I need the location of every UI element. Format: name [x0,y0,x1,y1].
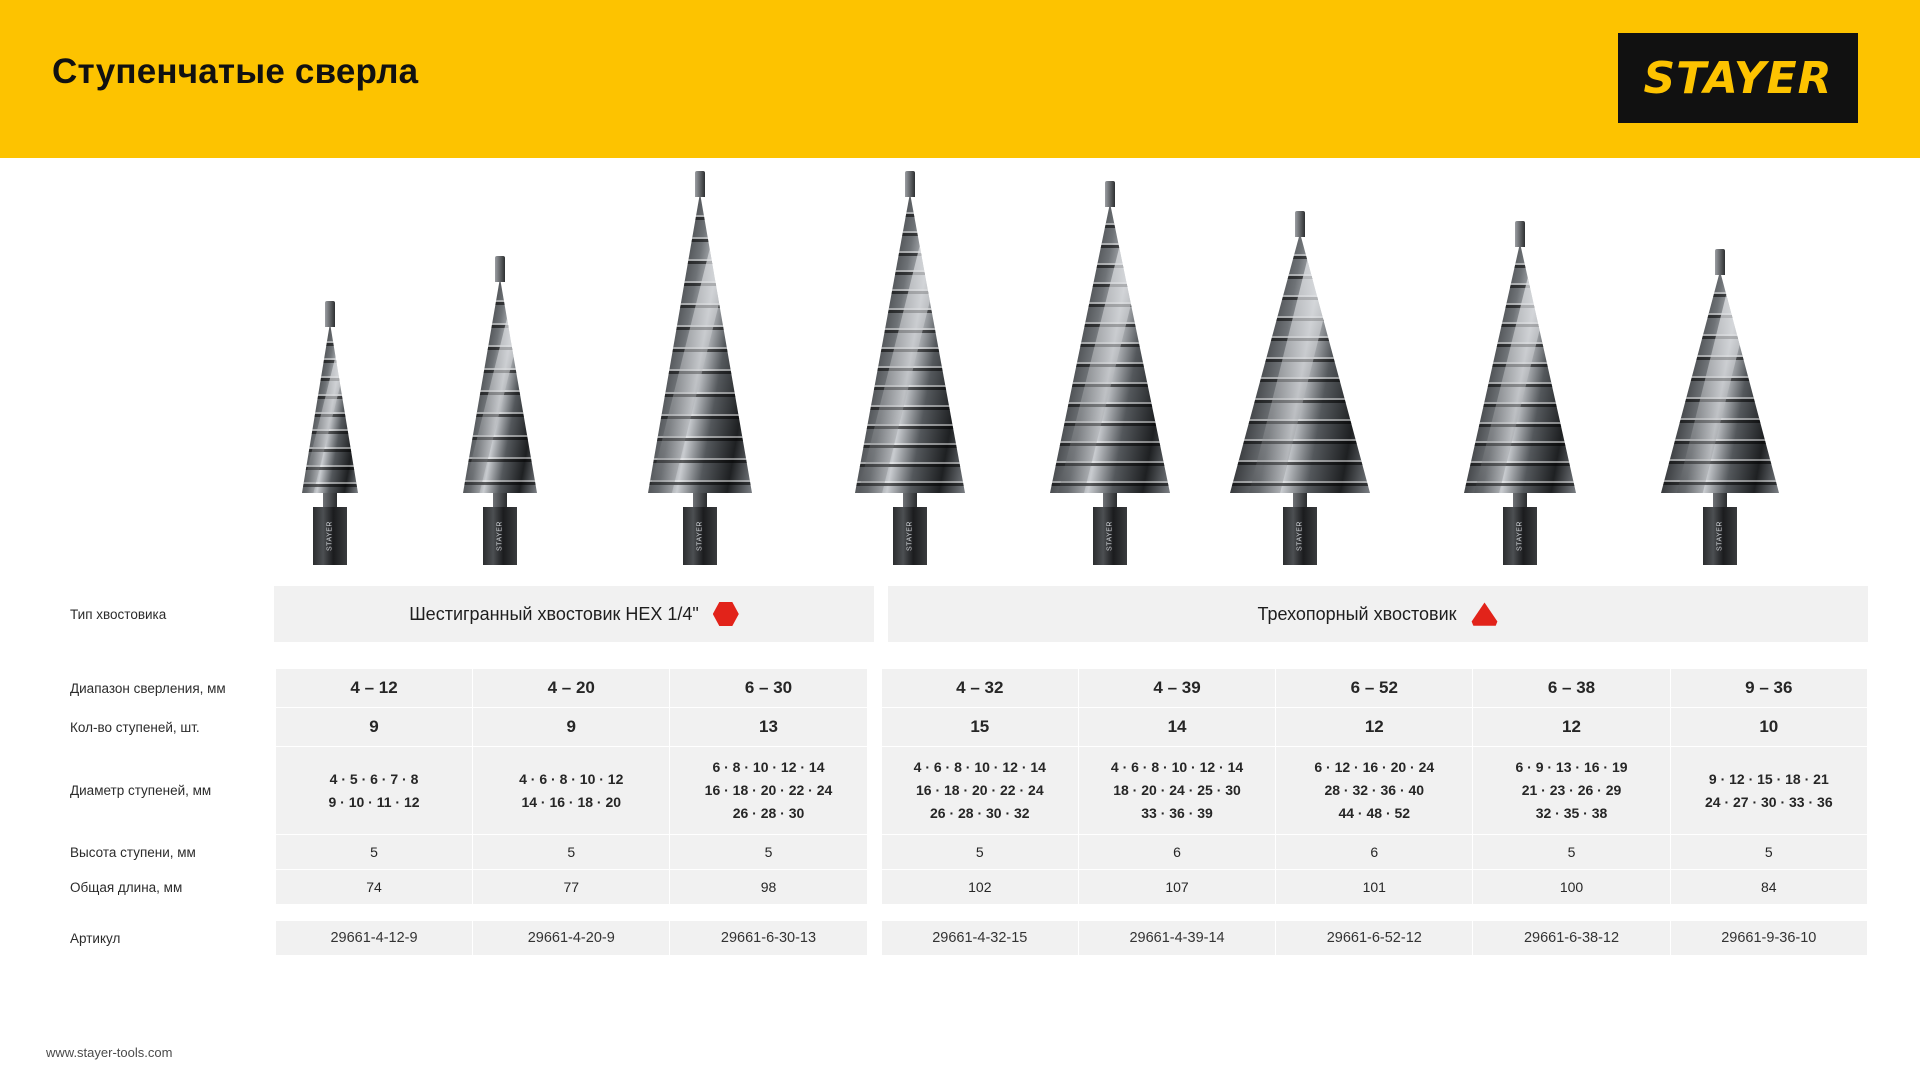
shank-type-row [52,586,1868,642]
drill-shank [1703,507,1737,565]
shank-brand-label: STAYER [696,521,704,551]
drill-tip [1715,249,1725,275]
cell-article: 29661-6-30-13 [670,921,867,956]
group-gap [867,870,881,905]
step-drill-4-32 [855,193,965,565]
cell-step-diameters: 4 · 6 · 8 · 10 · 12 14 · 16 · 18 · 20 [473,747,670,835]
step-drill-6-52 [1230,233,1370,565]
drill-cone [1050,203,1170,493]
spacer-cell [52,905,275,921]
drill-neck [1513,493,1527,507]
shank-brand-label: STAYER [1716,521,1724,551]
cell-step-height: 5 [275,835,472,870]
step-drill-9-36 [1661,271,1779,565]
cell-step-diameters: 4 · 5 · 6 · 7 · 8 9 · 10 · 11 · 12 [275,747,472,835]
cone-flute [858,193,957,493]
cone-step-shadow [1230,276,1370,279]
cone-step-shadow [302,360,358,363]
drill-shank [1093,507,1127,565]
step-drill-4-12 [302,323,358,565]
drill-neck [1293,493,1307,507]
cell-step-diameters: 6 · 8 · 10 · 12 · 14 16 · 18 · 20 · 22 · 24 26 · 28 · 30 [670,747,867,835]
cone-step-shadow [1661,441,1779,444]
cone-steps [855,193,965,493]
table-row [52,708,1868,747]
row-label-article: Артикул [52,921,275,956]
drill-shank [893,507,927,565]
spacer-cell [275,905,472,921]
cone-step-shadow [302,431,358,434]
group-gap [867,747,881,835]
group-gap [867,708,881,747]
cell-range: 4 – 20 [473,669,670,708]
spacer-cell [881,905,1078,921]
table-row [52,921,1868,956]
cone-step-shadow [1661,461,1779,464]
cell-range: 6 – 52 [1276,669,1473,708]
step-drill-6-30 [648,193,752,565]
cell-total-length: 107 [1078,870,1275,905]
shank-brand-label: STAYER [1296,521,1304,551]
cone-step-shadow [648,217,752,220]
cone-step-shadow [855,214,965,217]
row-label-range: Диапазон сверления, мм [52,669,275,708]
page-title: Ступенчатые сверла [52,52,419,91]
group-gap [867,835,881,870]
cone-step-shadow [855,253,965,256]
cell-article: 29661-4-39-14 [1078,921,1275,956]
brand-logo [1618,33,1858,123]
cone-step-shadow [463,437,537,440]
brand-logo-text: STAYER [1643,52,1833,104]
drill-cone [1464,243,1576,493]
cone-step-shadow [855,272,965,275]
drill-neck [903,493,917,507]
drill-neck [493,493,507,507]
cell-step-diameters: 4 · 6 · 8 · 10 · 12 · 14 16 · 18 · 20 · 22 · 24 26 · 28 · 30 · 32 [881,747,1078,835]
step-drill-4-39 [1050,203,1170,565]
drill-cone [855,193,965,493]
shank-brand-label: STAYER [1516,521,1524,551]
drill-tip [1105,181,1115,207]
specs-table [52,668,1868,956]
cell-range: 4 – 12 [275,669,472,708]
cell-step-height: 5 [881,835,1078,870]
spacer-cell [1078,905,1275,921]
table-row [52,870,1868,905]
tri-shank-group-header [888,586,1868,642]
cone-step-shadow [855,407,965,410]
table-row [52,669,1868,708]
cell-article: 29661-6-38-12 [1473,921,1670,956]
cell-step-height: 5 [1473,835,1670,870]
cell-step-height: 5 [1670,835,1867,870]
spacer-cell [670,905,867,921]
drill-cone [1661,271,1779,493]
cone-step-shadow [648,261,752,264]
cone-steps [463,278,537,493]
spacer-cell [1276,905,1473,921]
cone-step-shadow [1230,421,1370,424]
table-spacer-row [52,905,1868,921]
drill-cone [1230,233,1370,493]
shank-brand-label: STAYER [1106,521,1114,551]
cone-steps [302,323,358,493]
cell-step-height: 6 [1276,835,1473,870]
cone-steps [1230,233,1370,493]
cone-step-shadow [463,325,537,328]
cone-step-shadow [1230,441,1370,444]
cell-steps-count: 9 [275,708,472,747]
drill-tip [325,301,335,327]
drill-cone [463,278,537,493]
cell-article: 29661-4-12-9 [275,921,472,956]
cell-range: 4 – 32 [881,669,1078,708]
cell-step-height: 5 [473,835,670,870]
drill-shank [313,507,347,565]
table-row [52,835,1868,870]
row-label-steps-count: Кол-во ступеней, шт. [52,708,275,747]
drill-neck [1103,493,1117,507]
cell-step-diameters: 6 · 12 · 16 · 20 · 24 28 · 32 · 36 · 40 44 · 48 · 52 [1276,747,1473,835]
cone-step-shadow [1464,443,1576,446]
cone-step-shadow [1050,423,1170,426]
shank-brand-label: STAYER [906,521,914,551]
product-image-row [0,158,1920,573]
drill-shank [683,507,717,565]
cell-article: 29661-4-32-15 [881,921,1078,956]
cell-total-length: 74 [275,870,472,905]
cell-range: 4 – 39 [1078,669,1275,708]
cone-flute [1474,243,1561,493]
drill-cone [302,323,358,493]
cone-step-shadow [302,343,358,346]
spacer-cell [1473,905,1670,921]
cell-steps-count: 12 [1473,708,1670,747]
cell-step-height: 5 [670,835,867,870]
cell-range: 9 – 36 [1670,669,1867,708]
cone-steps [648,193,752,493]
drill-shank [483,507,517,565]
cell-step-diameters: 4 · 6 · 8 · 10 · 12 · 14 18 · 20 · 24 · 25 · 30 33 · 36 · 39 [1078,747,1275,835]
table-row [52,747,1868,835]
drill-neck [323,493,337,507]
drill-tip [1295,211,1305,237]
page-header [0,0,1920,158]
shank-type-label: Тип хвостовика [52,586,260,642]
cone-step-shadow [1050,404,1170,407]
cell-article: 29661-4-20-9 [473,921,670,956]
cell-step-height: 6 [1078,835,1275,870]
cone-step-shadow [302,449,358,452]
step-drill-4-20 [463,278,537,565]
cell-range: 6 – 30 [670,669,867,708]
drill-neck [1713,493,1727,507]
cone-step-shadow [855,233,965,236]
cell-step-diameters: 6 · 9 · 13 · 16 · 19 21 · 23 · 26 · 29 32 · 35 · 38 [1473,747,1670,835]
step-drill-6-38 [1464,243,1576,565]
group-gap [867,921,881,956]
cone-flute [1249,233,1345,493]
cone-step-shadow [1230,256,1370,259]
cell-article: 29661-9-36-10 [1670,921,1867,956]
drill-cone [648,193,752,493]
cone-step-shadow [855,387,965,390]
shank-brand-label: STAYER [496,521,504,551]
cone-step-shadow [463,302,537,305]
tri-shank-label: Трехопорный хвостовик [1257,603,1457,624]
cell-steps-count: 10 [1670,708,1867,747]
drill-tip [695,171,705,197]
spacer-cell [1670,905,1867,921]
hex-shank-group-header [274,586,874,642]
cell-range: 6 – 38 [1473,669,1670,708]
cell-steps-count: 12 [1276,708,1473,747]
cone-steps [1050,203,1170,493]
cone-step-shadow [1464,265,1576,268]
cell-total-length: 98 [670,870,867,905]
cone-step-shadow [1050,245,1170,248]
cell-steps-count: 13 [670,708,867,747]
cone-step-shadow [648,239,752,242]
hex-red-icon [713,602,739,626]
cone-step-shadow [855,426,965,429]
cell-total-length: 100 [1473,870,1670,905]
spacer-cell [867,905,881,921]
triangle-red-icon [1471,602,1499,627]
drill-tip [905,171,915,197]
cone-step-shadow [1230,462,1370,465]
cell-total-length: 77 [473,870,670,905]
row-label-step-diameters: Диаметр ступеней, мм [52,747,275,835]
drill-tip [495,256,505,282]
footer-url: www.stayer-tools.com [46,1045,173,1060]
cone-step-shadow [1050,225,1170,228]
row-label-step-height: Высота ступени, мм [52,835,275,870]
cell-article: 29661-6-52-12 [1276,921,1473,956]
cone-step-shadow [648,416,752,419]
cone-steps [1661,271,1779,493]
cone-steps [1464,243,1576,493]
cone-step-shadow [1050,443,1170,446]
drill-shank [1503,507,1537,565]
cone-step-shadow [1464,285,1576,288]
cell-step-diameters: 9 · 12 · 15 · 18 · 21 24 · 27 · 30 · 33 · 36 [1670,747,1867,835]
cone-step-shadow [1050,265,1170,268]
drill-neck [693,493,707,507]
shank-brand-label: STAYER [326,521,334,551]
specs-section [52,586,1868,956]
cone-step-shadow [463,414,537,417]
cone-step-shadow [1464,424,1576,427]
cell-steps-count: 9 [473,708,670,747]
spacer-cell [473,905,670,921]
cone-step-shadow [1661,294,1779,297]
group-gap [867,669,881,708]
drill-tip [1515,221,1525,247]
cell-total-length: 102 [881,870,1078,905]
cell-steps-count: 15 [881,708,1078,747]
drill-shank [1283,507,1317,565]
cell-total-length: 101 [1276,870,1473,905]
hex-shank-label: Шестигранный хвостовик HEX 1/4" [409,603,699,624]
row-label-total-length: Общая длина, мм [52,870,275,905]
cell-steps-count: 14 [1078,708,1275,747]
cell-total-length: 84 [1670,870,1867,905]
cone-step-shadow [648,394,752,397]
